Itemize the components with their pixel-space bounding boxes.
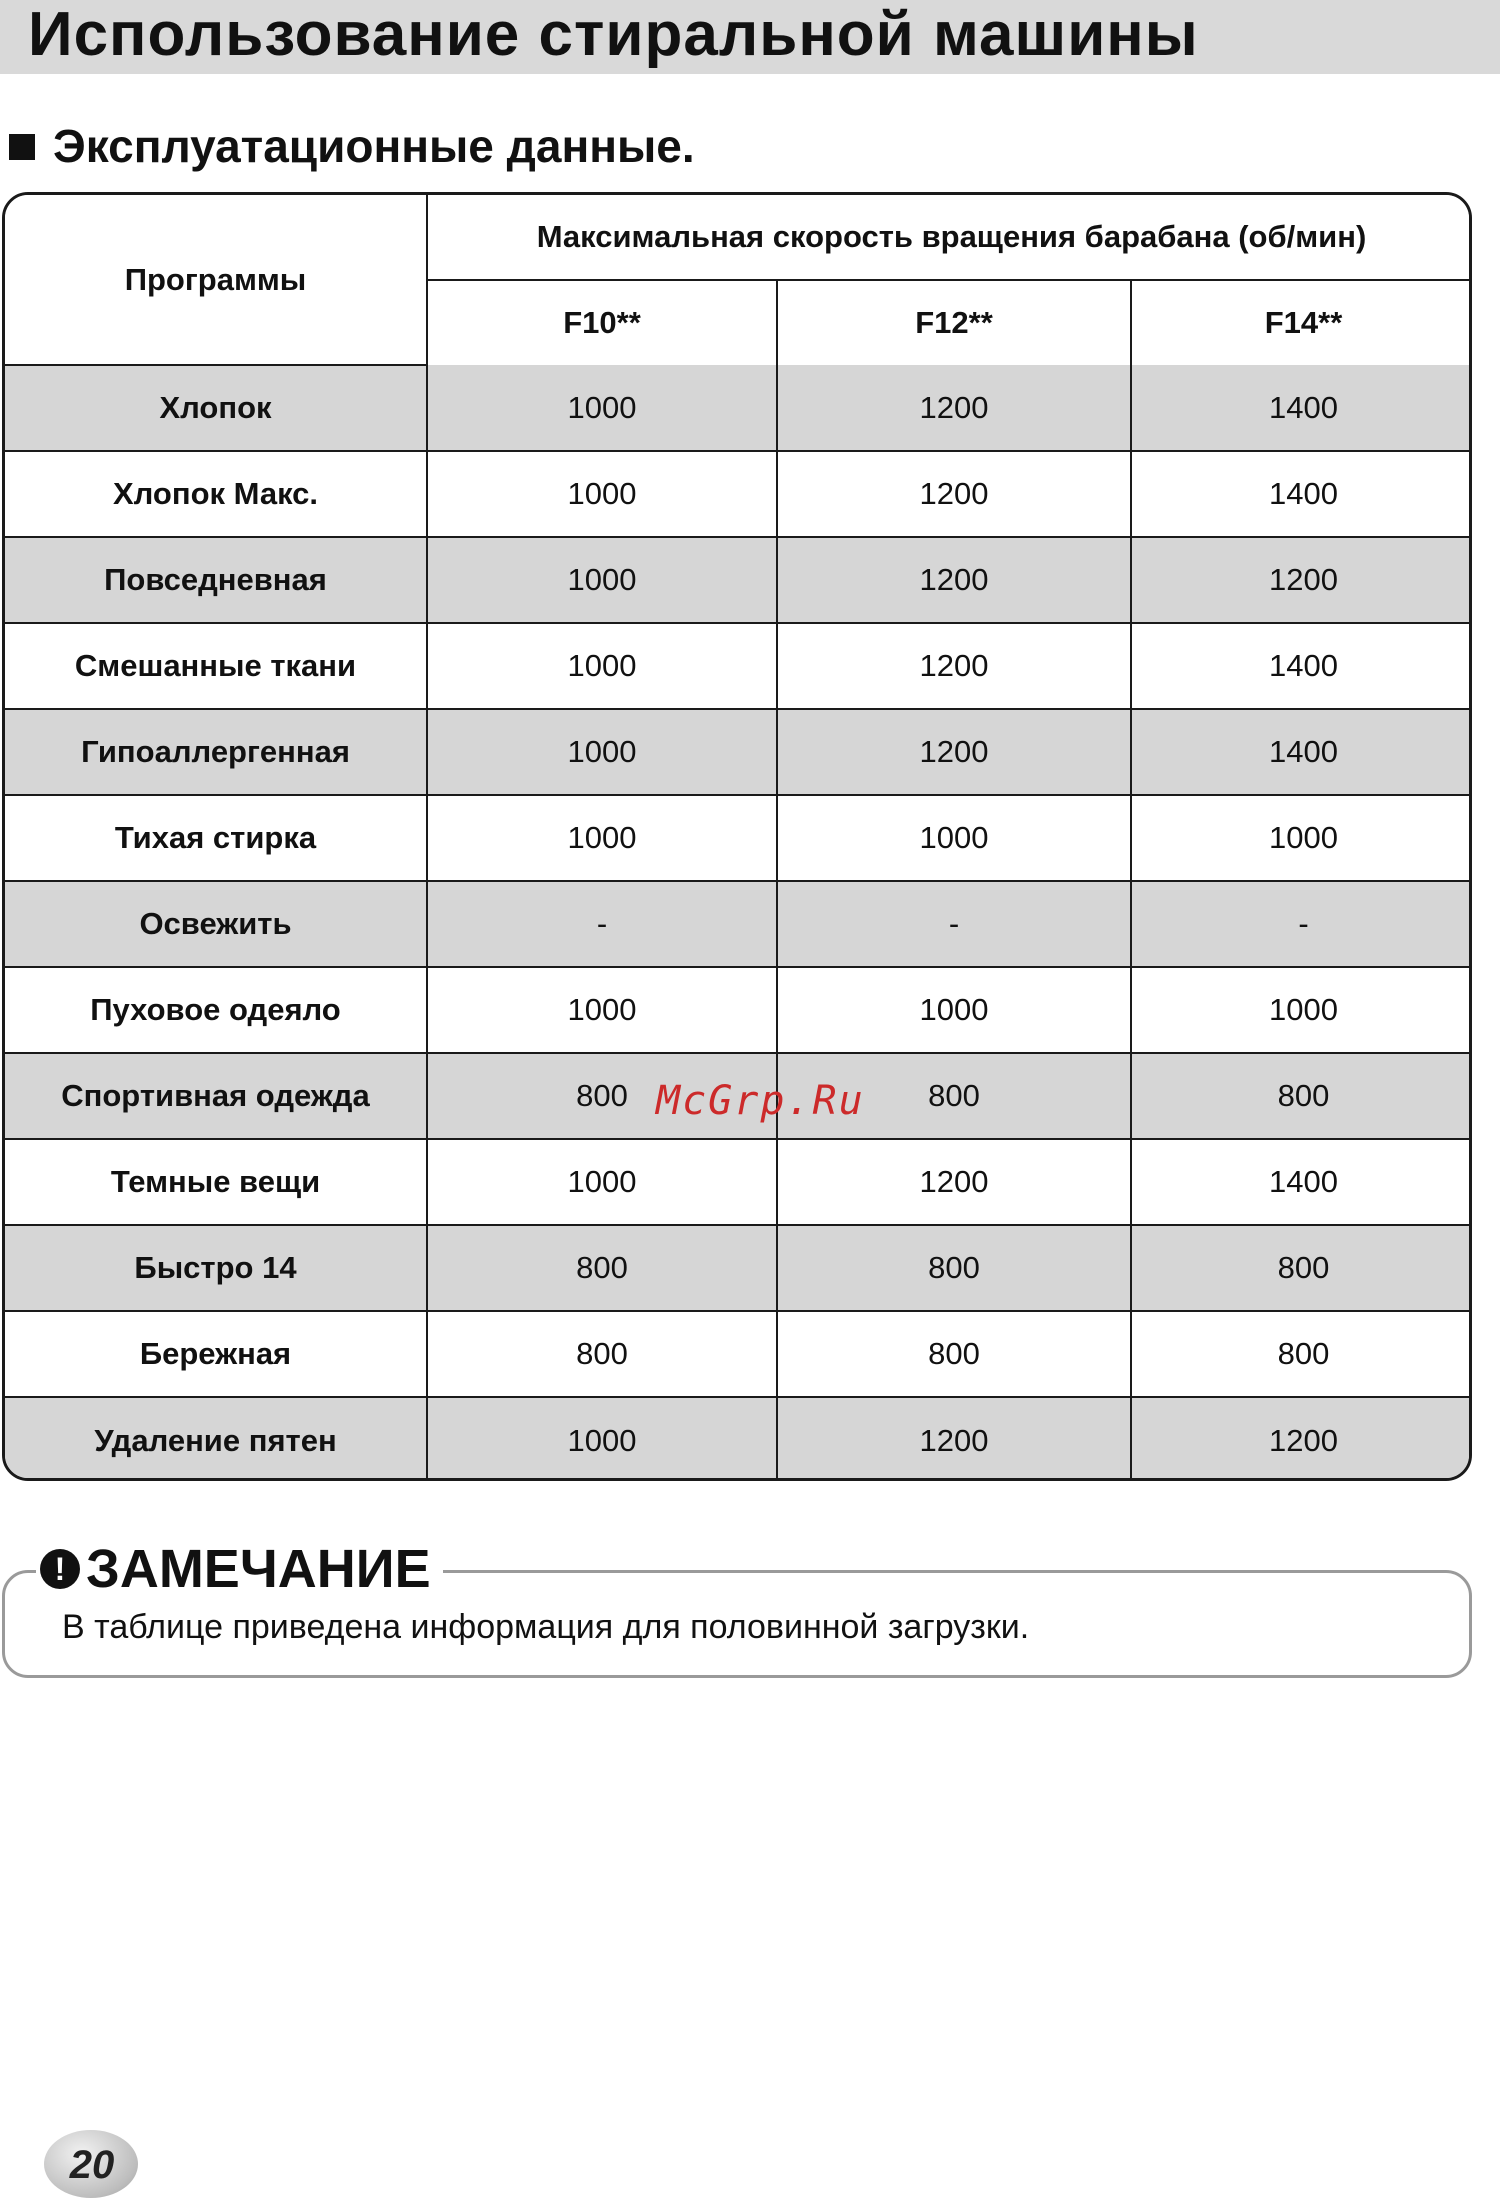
table-row bbox=[5, 451, 1472, 537]
spin-speed-cell: 1000 bbox=[1131, 795, 1472, 881]
spin-speed-table bbox=[2, 192, 1472, 1481]
square-bullet-icon bbox=[9, 134, 35, 160]
program-name-cell: Спортивная одежда bbox=[5, 1053, 427, 1139]
spin-speed-cell: 1200 bbox=[777, 623, 1131, 709]
spin-speed-cell: 1000 bbox=[777, 795, 1131, 881]
program-name-cell: Тихая стирка bbox=[5, 795, 427, 881]
spin-speed-cell: 1400 bbox=[1131, 451, 1472, 537]
table-row bbox=[5, 537, 1472, 623]
spin-speed-cell: 1400 bbox=[1131, 709, 1472, 795]
spin-speed-cell: 1000 bbox=[427, 365, 777, 451]
program-name-cell: Быстро 14 bbox=[5, 1225, 427, 1311]
table-row bbox=[5, 967, 1472, 1053]
spin-speed-cell: 800 bbox=[777, 1053, 1131, 1139]
spin-speed-cell: 1200 bbox=[777, 537, 1131, 623]
spin-speed-cell: 1400 bbox=[1131, 623, 1472, 709]
watermark: McGrp.Ru bbox=[656, 1078, 865, 1124]
spin-speed-cell: 800 bbox=[1131, 1225, 1472, 1311]
spin-speed-cell: 1000 bbox=[427, 623, 777, 709]
page-number: 20 bbox=[69, 2143, 115, 2187]
spin-speed-cell: 1200 bbox=[777, 365, 1131, 451]
model-header: F10** bbox=[427, 280, 777, 365]
program-name-cell: Хлопок Макс. bbox=[5, 451, 427, 537]
spin-speed-cell: 800 bbox=[777, 1311, 1131, 1397]
spin-speed-cell: - bbox=[777, 881, 1131, 967]
table-row bbox=[5, 623, 1472, 709]
spin-speed-cell: 1200 bbox=[1131, 537, 1472, 623]
spin-speed-header: Максимальная скорость вращения барабана (об/мин) bbox=[427, 195, 1472, 280]
table-row bbox=[5, 1225, 1472, 1311]
title-bar bbox=[0, 0, 1500, 74]
spin-speed-grid bbox=[5, 195, 1472, 1481]
exclamation-icon: ! bbox=[40, 1549, 80, 1589]
spin-speed-cell: 800 bbox=[1131, 1053, 1472, 1139]
spin-speed-cell: 800 bbox=[1131, 1311, 1472, 1397]
programs-column-header: Программы bbox=[5, 195, 427, 365]
program-name-cell: Повседневная bbox=[5, 537, 427, 623]
spin-speed-cell: 1000 bbox=[777, 967, 1131, 1053]
spin-speed-cell: 800 bbox=[427, 1225, 777, 1311]
spin-speed-cell: 1400 bbox=[1131, 1139, 1472, 1225]
table-row bbox=[5, 1139, 1472, 1225]
spin-speed-cell: 800 bbox=[427, 1311, 777, 1397]
program-name-cell: Пуховое одеяло bbox=[5, 967, 427, 1053]
table-header-row bbox=[5, 195, 1472, 280]
program-name-cell: Темные вещи bbox=[5, 1139, 427, 1225]
note-heading bbox=[36, 1536, 443, 1602]
spin-speed-cell: 1000 bbox=[427, 451, 777, 537]
program-name-cell: Смешанные ткани bbox=[5, 623, 427, 709]
spin-speed-cell: 1200 bbox=[777, 1397, 1131, 1481]
program-name-cell: Бережная bbox=[5, 1311, 427, 1397]
spin-speed-cell: 800 bbox=[777, 1225, 1131, 1311]
section-title: Эксплуатационные данные. bbox=[53, 120, 695, 172]
table-row bbox=[5, 365, 1472, 451]
program-name-cell: Хлопок bbox=[5, 365, 427, 451]
spin-speed-cell: 1000 bbox=[427, 1139, 777, 1225]
table-row bbox=[5, 881, 1472, 967]
spin-speed-cell: 1000 bbox=[427, 967, 777, 1053]
model-header: F14** bbox=[1131, 280, 1472, 365]
spin-speed-cell: 1200 bbox=[1131, 1397, 1472, 1481]
note-text: В таблице приведена информация для половинной загрузки. bbox=[62, 1608, 1030, 1646]
spin-speed-cell: 1000 bbox=[427, 1397, 777, 1481]
spin-speed-cell: - bbox=[1131, 881, 1472, 967]
table-row bbox=[5, 709, 1472, 795]
spin-speed-cell: 1200 bbox=[777, 709, 1131, 795]
spin-speed-cell: 1400 bbox=[1131, 365, 1472, 451]
table-row bbox=[5, 1397, 1472, 1481]
table-row bbox=[5, 795, 1472, 881]
note-title: ЗАМЕЧАНИЕ bbox=[86, 1539, 431, 1599]
spin-speed-cell: 1000 bbox=[427, 709, 777, 795]
spin-speed-cell: 1000 bbox=[1131, 967, 1472, 1053]
table-row bbox=[5, 1311, 1472, 1397]
program-name-cell: Гипоаллергенная bbox=[5, 709, 427, 795]
spin-speed-cell: 1200 bbox=[777, 1139, 1131, 1225]
spin-speed-cell: - bbox=[427, 881, 777, 967]
program-name-cell: Удаление пятен bbox=[5, 1397, 427, 1481]
program-name-cell: Освежить bbox=[5, 881, 427, 967]
page-title: Использование стиральной машины bbox=[28, 0, 1199, 69]
spin-speed-cell: 1200 bbox=[777, 451, 1131, 537]
model-header: F12** bbox=[777, 280, 1131, 365]
spin-speed-cell: 1000 bbox=[427, 795, 777, 881]
section-heading bbox=[9, 118, 695, 174]
spin-speed-cell: 1000 bbox=[427, 537, 777, 623]
spin-speed-cell: 800 bbox=[427, 1053, 777, 1139]
